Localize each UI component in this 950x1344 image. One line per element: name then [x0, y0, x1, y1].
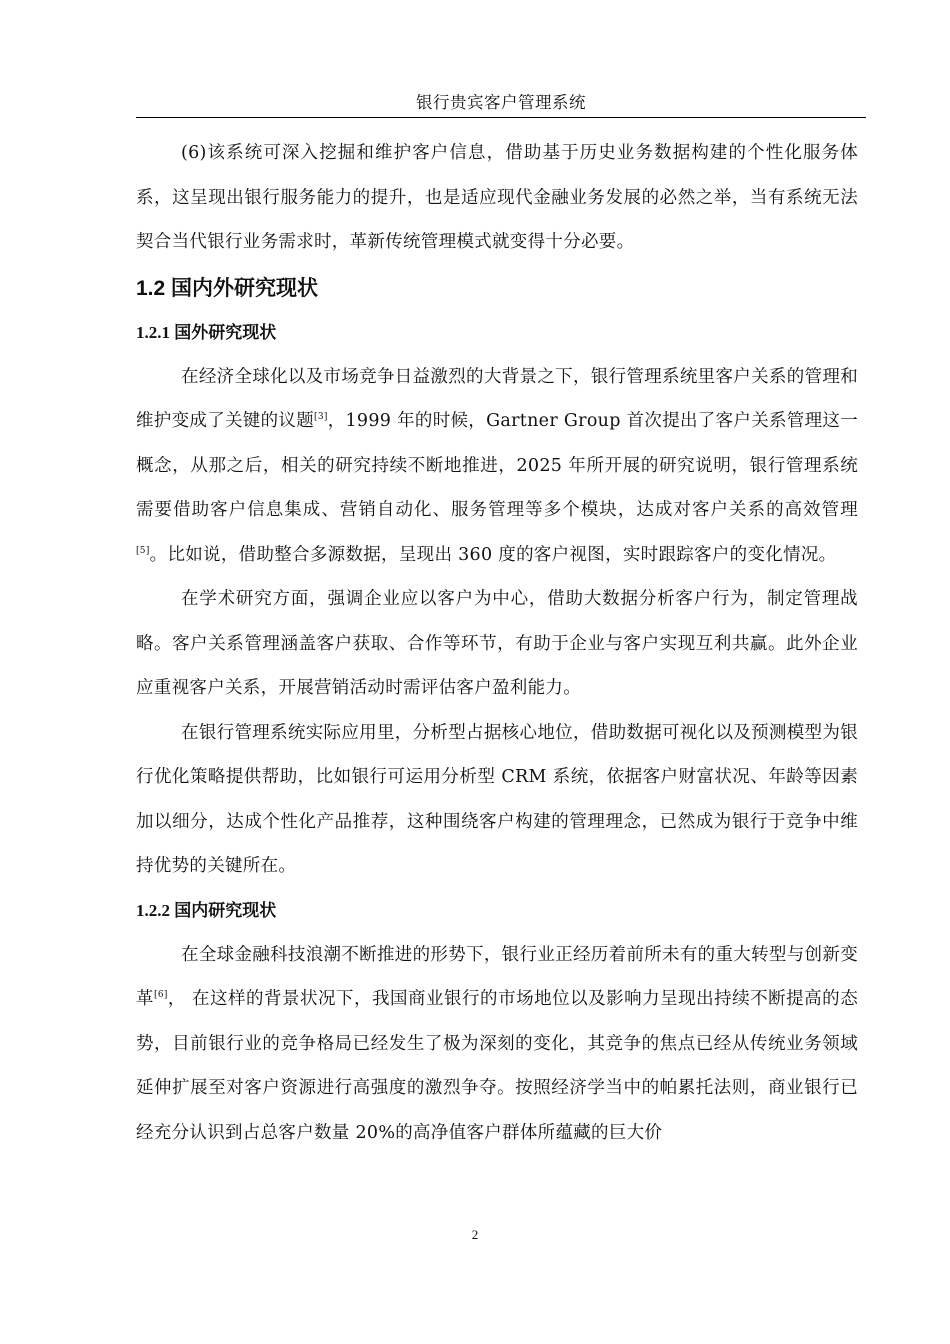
citation-ref: [3] — [314, 412, 328, 422]
header-divider — [136, 117, 866, 118]
citation-ref: [6] — [154, 990, 168, 1000]
citation-ref: [5] — [136, 545, 150, 556]
paragraph-practical-application: 在银行管理系统实际应用里，分析型占据核心地位，借助数据可视化以及预测模型为银行优化策略提供帮助，比如银行可运用分析型 CRM 系统，依据客户财富状况、年龄等因素加以细分，达成个性化产品推荐，这种围绕客户构建的管理理念，已然成为银行于竞争中维持优势的关键所在。 — [136, 722, 858, 876]
subsection-heading-1-2-1: 1.2.1 国外研究现状 — [136, 322, 277, 342]
section-heading-1-2: 1.2 国内外研究现状 — [136, 276, 319, 300]
paragraph-text: ， 在这样的背景状况下，我国商业银行的市场地位以及影响力呈现出持续不断提高的态势，目前银行业的竞争格局已经发生了极为深刻的变化，其竞争的焦点已经从传统业务领域延伸扩展至对客户资源进行高强度的激烈争夺。按照经济学当中的帕累托法则，商业银行已经充分认识到占总客户数量 20%的高净值客户群体所蕴藏的巨大价 — [136, 989, 858, 1143]
paragraph-system-benefit: (6)该系统可深入挖掘和维护客户信息，借助基于历史业务数据构建的个性化服务体系，这呈现出银行服务能力的提升，也是适应现代金融业务发展的必然之举，当有系统无法契合当代银行业务需求时，革新传统管理模式就变得十分必要。 — [136, 143, 858, 252]
subsection-heading-1-2-2: 1.2.2 国内研究现状 — [136, 900, 277, 920]
running-header: 银行贵宾客户管理系统 — [416, 93, 586, 112]
paragraph-text: 在全球金融科技浪潮不断推进的形势下，银行业正经历着前所未有的重大转型与创新变革 — [136, 944, 858, 1009]
page-number: 2 — [471, 1227, 479, 1242]
paragraph-foreign-research — [136, 355, 858, 578]
paragraph-text: 在经济全球化以及市场竞争日益激烈的大背景之下，银行管理系统里客户关系的管理和维护变成了关键的议题 — [136, 366, 858, 431]
paragraph-domestic-research — [136, 933, 858, 1156]
paragraph-text: ，1999 年的时候，Gartner Group 首次提出了客户关系管理这一概念，从那之后，相关的研究持续不断地推进，2025 年所开展的研究说明，银行管理系统需要借助客户信息集成、营销自动化、服务管理等多个模块，达成对客户关系的高效管理 — [136, 411, 859, 520]
paragraph-text: 。比如说，借助整合多源数据，呈现出 360 度的客户视图，实时跟踪客户的变化情况。 — [149, 544, 837, 565]
paragraph-academic-research: 在学术研究方面，强调企业应以客户为中心，借助大数据分析客户行为，制定管理战略。客户关系管理涵盖客户获取、合作等环节，有助于企业与客户实现互利共赢。此外企业应重视客户关系，开展营销活动时需评估客户盈利能力。 — [136, 589, 858, 698]
body-text — [136, 131, 858, 1155]
